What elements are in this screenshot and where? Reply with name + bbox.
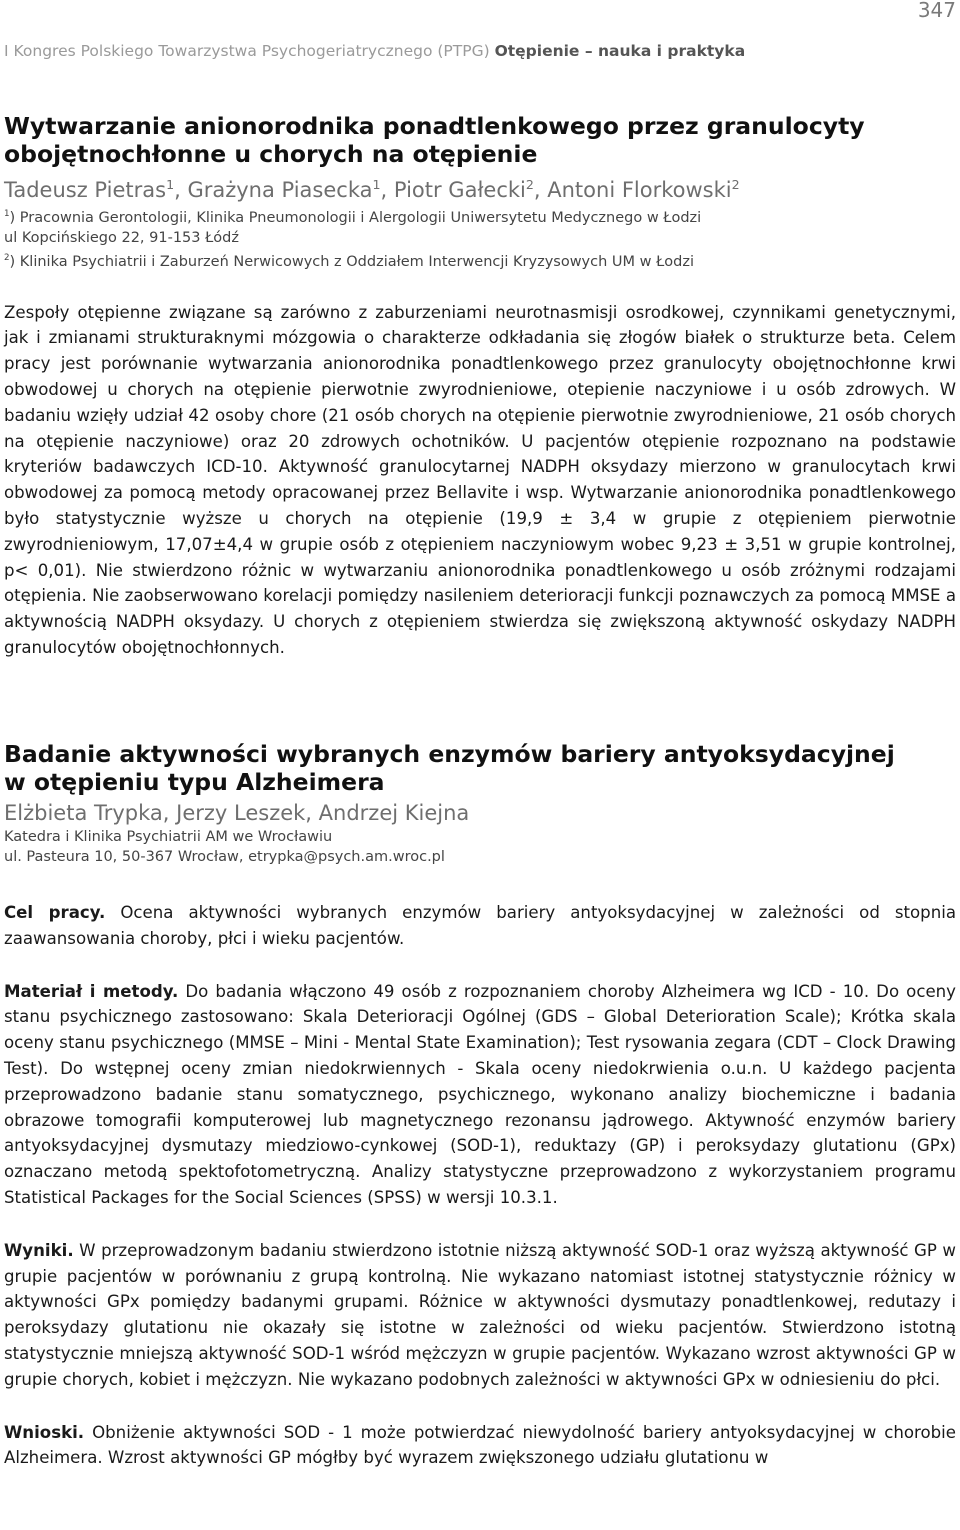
abstract-1-title-line-1: Wytwarzanie anionorodnika ponadtlenkowego przez granulocyty — [4, 112, 865, 140]
affiliation-line: ) Pracownia Gerontologii, Klinika Pneumonologii i Alergologii Uniwersytetu Medycznego w Łodzi — [9, 209, 702, 226]
results-label: Wyniki. — [4, 1240, 74, 1260]
page-number: 347 — [917, 0, 956, 22]
aim-text: Ocena aktywności wybranych enzymów bariery antyoksydacyjnej w zależności od stopnia zaawansowania choroby, płci i wieku pacjentów. — [4, 903, 957, 948]
methods-text: Do badania włączono 49 osób z rozpoznaniem choroby Alzheimera wg ICD - 10. Do oceny stanu psychicznego zastosowano: Skala Deterioracji Ogólnej (GDS – Global Deterioration Scale); Krótka skala oceny stanu psychicznego (MMSE – Mini - Mental State Examination); Test rysowania zegara (CDT – Clock Drawing Test). Do wstępnej oceny zmian niedokrwiennych - Skala oceny niedokrwienia o.u.n. U każdego pacjenta przeprowadzono badanie stanu somatycznego, psychicznego, wykonano analizy biochemiczne i badania obrazowe tomografii komputerowej lub magnetycznego rezonansu jądrowego. Aktywność enzymów bariery antyoksydacyjnej dysmutazy miedziowo-cynkowej (SOD-1), reduktazy (GP) i peroksydazy glutationu (GPx) oznaczano metodą spektofotometryczną. Analizy statystyczne przeprowadzono z wykorzystaniem programu Statistical Packages for the Social Sciences (SPSS) w wersji 10.3.1. — [4, 981, 956, 1207]
author-sep: , — [380, 178, 394, 202]
results-paragraph — [4, 1238, 956, 1393]
abstract-2-title-line-1: Badanie aktywności wybranych enzymów bariery antyoksydacyjnej — [4, 740, 895, 768]
abstract-2-authors: Elżbieta Trypka, Jerzy Leszek, Andrzej Kiejna — [4, 801, 470, 825]
affiliation-address: ul Kopcińskiego 22, 91-153 Łódź — [4, 229, 239, 246]
affiliation-line: Katedra i Klinika Psychiatrii AM we Wrocławiu — [4, 829, 333, 845]
abstract-2-title — [4, 740, 956, 796]
running-header-emphasis: Otępienie – nauka i praktyka — [494, 42, 746, 60]
abstract-1-title — [4, 112, 956, 168]
author-sup: 1 — [372, 177, 381, 192]
conclusions-label: Wnioski. — [4, 1422, 85, 1442]
affiliation-2 — [4, 248, 956, 272]
author-name: Antoni Florkowski — [547, 178, 732, 202]
running-header — [4, 42, 745, 60]
conclusions-text: Obniżenie aktywności SOD - 1 może potwierdzać niewydolność bariery antyoksydacyjnej w chorobie Alzheimera. Wzrost aktywności GP mógłby być wyrazem zwiększonego udziału glutationu w — [4, 1422, 956, 1468]
author-name: Grażyna Piasecka — [187, 178, 373, 202]
abstract-2-title-line-2: w otępieniu typu Alzheimera — [4, 768, 385, 796]
abstract-1 — [4, 112, 956, 661]
abstract-1-title-line-2: obojętnochłonne u chorych na otępienie — [4, 140, 538, 168]
author-sup: 2 — [525, 177, 534, 192]
abstract-1-body: Zespoły otępienne związane są zarówno z zaburzeniami neurotnasmisji osrodkowej, czynnikami genetycznymi, jak i zmianami strukturaknymi mózgowia o charakterze odkładania się złogów białek o strukturze beta. Celem pracy jest porównanie wytwarzania anionorodnika ponadtlenkowego przez granulocyty obojętnochłonne krwi obwodowej u chorych na otępienie pierwotnie zwyrodnieniowe, otepienie naczyniowe i u osób zdrowych. W badaniu wzięły udział 42 osoby chore (21 osób chorych na otępienie pierwotnie zwyrodnieniowe, 21 osób chorych na otępienie naczyniowe) oraz 20 zdrowych ochotników. U pacjentów otępienie rozpoznano na podstawie kryteriów badawczych ICD-10. Aktywność granulocytarnej NADPH oksydazy mierzono w granulocytach krwi obwodowej za pomocą metody opracowanej przez Bellavite i wsp. Wytwarzanie anionorodnika ponadtlenkowego było statystycznie wyższe u chorych na otępienie (19,9 ± 3,4 w grupie z otępieniem pierwotnie zwyrodnieniowym, 17,07±4,4 w grupie osób z otępieniem naczyniowym wobec 9,23 ± 3,51 w grupie kontrolnej, p< 0,01). Nie stwierdzono różnic w wytwarzaniu anionorodnika ponadtlenkowego u osób zróżnymi rodzajami otępienia. Nie zaobserwowano korelacji pomiędzy nasileniem deterioracji funkcji poznawczych za pomocą MMSE a aktywnością NADPH oksydazy. U chorych z otępieniem stwierdza się zwiększoną aktywność oskydazy NADPH granulocytów obojętnochłonnych. — [4, 302, 956, 658]
aim-paragraph — [4, 900, 956, 952]
author-sup: 2 — [731, 177, 740, 192]
running-header-prefix: I Kongres Polskiego Towarzystwa Psychogeriatrycznego (PTPG) — [4, 42, 490, 60]
abstract-2-affiliation — [4, 827, 956, 867]
aim-label: Cel pracy. — [4, 903, 106, 922]
conclusions-paragraph — [4, 1420, 956, 1472]
results-text: W przeprowadzonym badaniu stwierdzono istotnie niższą aktywność SOD-1 oraz wyższą aktywność GP w grupie pacjentów w porównaniu z grupą kontrolną. Nie wykazano natomiast istotnej statystycznie różnicy w aktywności GPx pomiędzy badanymi grupami. Różnice w aktywności dysmutazy ponadtlenkowej, redutazy i peroksydazy glutationu nie okazały się istotne w zależności od wieku pacjentów. Stwierdzono istotną statystycznie mniejszą aktywność SOD-1 wśród mężczyzn w grupie pacjentów. Wykazano wzrost aktywności GP w grupie chorych, kobiet i mężczyzn. Nie wykazano podobnych zależności w aktywności GPx w odniesieniu do płci. — [4, 1240, 956, 1389]
abstract-1-authors — [4, 171, 956, 204]
affiliation-sup: 2 — [4, 252, 10, 263]
author-name: Piotr Gałecki — [393, 178, 526, 202]
author-sep: , — [174, 178, 188, 202]
author-sep: , — [533, 178, 548, 202]
affiliation-1 — [4, 204, 956, 248]
affiliation-address: ul. Pasteura 10, 50-367 Wrocław, etrypka@psych.am.wroc.pl — [4, 849, 445, 865]
abstract-2 — [4, 740, 956, 1471]
author-sup: 1 — [166, 177, 175, 192]
methods-paragraph — [4, 979, 956, 1211]
affiliation-sup: 1 — [4, 209, 10, 219]
affiliation-line: ) Klinika Psychiatrii i Zaburzeń Nerwicowych z Oddziałem Interwencji Kryzysowych UM w Łodzi — [9, 253, 694, 270]
methods-label: Materiał i metody. — [4, 981, 179, 1001]
author-name: Tadeusz Pietras — [4, 178, 167, 202]
